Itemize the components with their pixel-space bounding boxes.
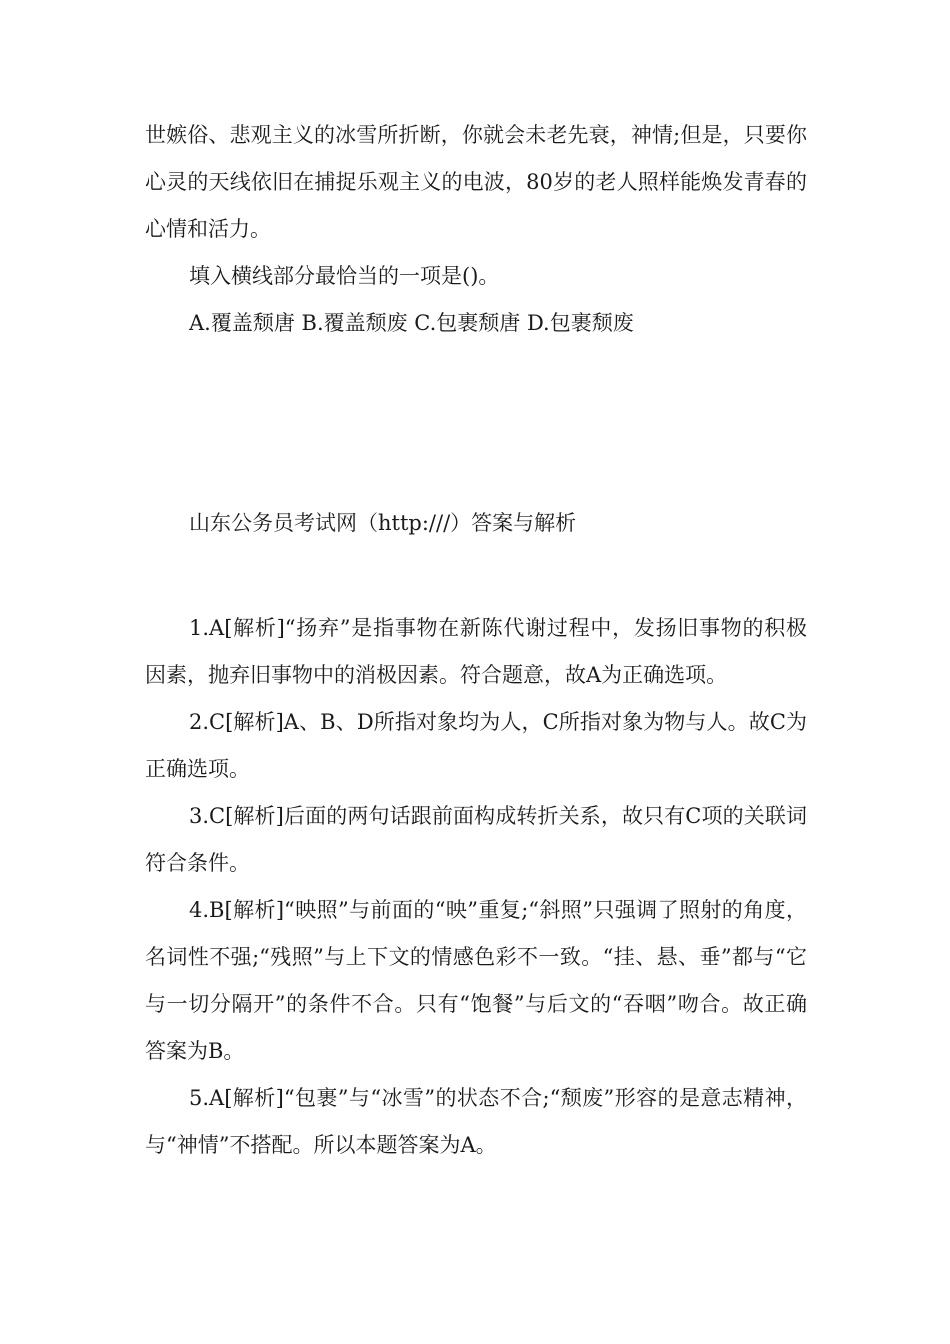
answers-heading: 山东公务员考试网（http:///）答案与解析 [189,511,577,535]
answer-item-5: 5.A[解析]“包裹”与“冰雪”的状态不合;“颓废”形容的是意志精神，与“神情”不搭配。所以本题答案为A。 [145,1086,807,1157]
question-prompt: 填入横线部分最恰当的一项是()。 [189,264,500,288]
document-page [145,112,807,1169]
answer-item-2: 2.C[解析]A、B、D所指对象均为人，C所指对象为物与人。故C为正确选项。 [145,710,807,781]
answer-item-3: 3.C[解析]后面的两句话跟前面构成转折关系，故只有C项的关联词符合条件。 [145,804,807,875]
question-options: A.覆盖颓唐 B.覆盖颓废 C.包裹颓唐 D.包裹颓废 [189,311,634,335]
spacer [145,547,807,605]
answer-item-1: 1.A[解析]“扬弃”是指事物在新陈代谢过程中，发扬旧事物的积极因素，抛弃旧事物中的消极因素。符合题意，故A为正确选项。 [145,616,807,687]
answer-item-4: 4.B[解析]“映照”与前面的“映”重复;“斜照”只强调了照射的角度，名词性不强;“残照”与上下文的情感色彩不一致。“挂、悬、垂”都与“它与一切分隔开”的条件不合。只有“饱餐”与后文的“吞咽”吻合。故正确答案为B。 [145,898,807,1063]
question-continuation: 世嫉俗、悲观主义的冰雪所折断，你就会未老先衰，神情;但是，只要你心灵的天线依旧在捕捉乐观主义的电波，80岁的老人照样能焕发青春的心情和活力。 [145,123,807,241]
spacer [145,347,807,500]
